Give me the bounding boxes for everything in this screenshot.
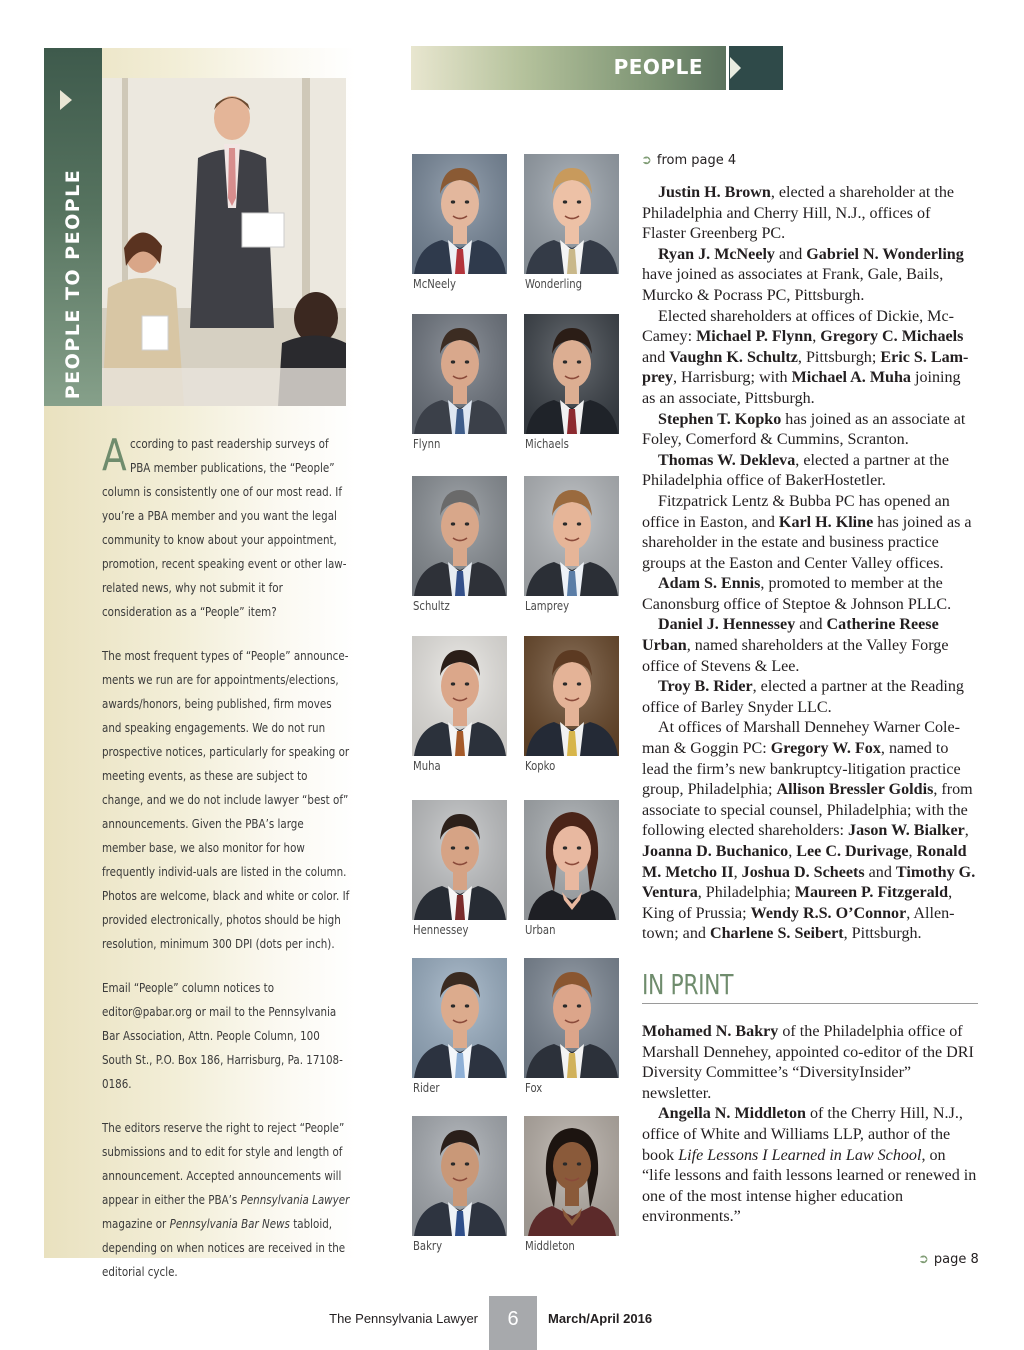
announcement: Adam S. Ennis, promoted to member at the Canonsburg office of Steptoe & Johnson PLLC. [642,575,952,613]
headshot-caption: Urban [525,923,556,937]
footer-publication: The Pennsylvania Lawyer [329,1311,478,1326]
in-print-heading [642,968,978,1004]
headshot-caption: Wonderling [525,277,583,291]
triangle-arrow-icon [730,57,741,79]
drop-cap: A [102,430,127,481]
headshot-photo [412,1116,507,1236]
continued-from [641,153,736,168]
guidelines-text: ccording to past readership surveys of PBA member publications, the “People” column is consistently one of our most read. If you’re a PBA member and you want the legal community to know about your appointment, promotion, recent speaking event or other law-related news, why not submit it for consideration as a “People” item? [102,436,347,619]
headshot-photo [412,476,507,596]
in-print-announcements [642,1022,978,1228]
headshot-caption: Muha [413,759,441,773]
people-announcements [642,183,978,945]
headshot-photo [524,314,619,434]
headshot-caption: Lamprey [525,599,570,613]
headshot-photo [524,636,619,756]
headshot-caption: McNeely [413,277,456,291]
announcement: Thomas W. Dekleva, elected a partner at the Philadelphia office of BakerHostetler. [642,451,949,490]
publication-name: Pennsylvania Lawyer [240,1192,350,1207]
headshot-photo [412,636,507,756]
curved-arrow-icon: ➲ [641,153,652,168]
announcement: Fitzpatrick Lentz & Bubba PC has opened an office in Easton, and Karl H. Kline has joined as a shareholder in the estate and business practice groups at the Easton and Center Valley offices. [642,492,972,572]
headshot-photo [412,314,507,434]
publication-name: Pennsylvania Bar News [169,1216,290,1231]
headshot-photo [524,476,619,596]
curved-arrow-icon: ➲ [918,1252,929,1267]
headshot-caption: Kopko [525,759,556,773]
headshot-caption: Hennessey [413,923,469,937]
triangle-arrow-icon [60,90,72,110]
guidelines-text: tabloid, depending on when notices are received in the editorial cycle. [102,1216,346,1279]
headshot-caption: Fox [525,1081,543,1095]
headshot-photo [412,154,507,274]
continued-from-label: from page 4 [656,153,737,168]
headshot-caption: Rider [413,1081,440,1095]
continued-on [918,1252,979,1267]
headshot-photo [524,958,619,1078]
footer-issue: March/April 2016 [548,1311,653,1326]
headshot-caption: Bakry [413,1239,443,1253]
announcement: Troy B. Rider, elected a partner at the Reading office of Barley Snyder LLC. [642,678,964,716]
submission-guidelines [102,432,350,1304]
headshot-photo [524,154,619,274]
page-number-box [489,1296,537,1350]
guidelines-paragraph [102,1116,350,1284]
announcement: Mohamed N. Bakry of the Philadelphia office of Marshall Dennehey, appointed co-editor of the DRI Diversity Committee’s “DiversityInsider” newsletter. [642,1023,974,1102]
page-number: 6 [507,1308,519,1330]
announcement: At offices of Marshall Dennehey Warner Cole-man & Goggin PC: Gregory W. Fox, named to lead the firm’s new bankruptcy-litigation practice group, Philadelphia; Allison Bressler Goldis, from associate to special counsel, Philadelphia; with the following elected shareholders: Jason W. Bialker, Joanna D. Buchanico, Lee C. Durivage, Ronald M. Metcho II, Joshua D. Scheets and Timothy G. Ventura, Philadelphia; Maureen P. Fitzgerald, King of Prussia; Wendy R.S. O’Connor, Allen-town; and Charlene S. Seibert, Pittsburgh. [642,719,976,943]
office-meeting-photo [102,78,346,406]
continued-on-label: page 8 [933,1252,979,1267]
section-tab-label: PEOPLE TO PEOPLE [62,168,84,400]
in-print-label: IN PRINT [642,968,734,1001]
headshot-caption: Middleton [525,1239,575,1253]
guidelines-text: The editors reserve the right to reject “People” submissions and to edit for style and length of announcement. Accepted announcements will appear in either the PBA’s [102,1120,345,1207]
guidelines-paragraph: Email “People” column notices to editor@pabar.org or mail to the Pennsylvania Bar Association, Attn. People Column, 100 South St., P.O. Box 186, Harrisburg, Pa. 17108-0186. [102,980,343,1091]
announcement: Justin H. Brown, elected a shareholder at the Philadelphia and Cherry Hill, N.J., offices of Flaster Greenberg PC. [642,184,955,243]
headshot-caption: Schultz [413,599,450,613]
guidelines-paragraph: The most frequent types of “People” announce-ments we run are for appointments/elections, awards/honors, being published, firm moves and speaking engagements. We do not run prospective notices, particularly for speaking or meeting events, as these are subject to change, and we do not include lawyer “best of” announcements. Given the PBA’s large member base, we also monitor for how frequently individ-uals are listed in the column. Photos are welcome, black and white or color. If provided electronically, photos should be high resolution, minimum 300 DPI (dots per inch). [102,648,350,951]
announcement: Ryan J. McNeely and Gabriel N. Wonderling have joined as associates at Frank, Gale, Bails, Murcko & Pocrass PC, Pittsburgh. [642,245,964,304]
section-title: PEOPLE [613,55,703,79]
guidelines-paragraph [102,432,350,624]
section-tab [44,48,102,406]
section-header [411,46,783,90]
headshot-photo [412,958,507,1078]
announcement: Elected shareholders at offices of Dickie, Mc-Camey: Michael P. Flynn, Gregory C. Michaels and Vaughn K. Schultz, Pittsburgh; Eric S. Lam-prey, Harrisburg; with Michael A. Muha joining as an associate, Pittsburgh. [642,307,969,407]
headshot-photo [524,800,619,920]
announcement: Daniel J. Hennessey and Catherine Reese Urban, named shareholders at the Valley Forge office of Stevens & Lee. [642,616,949,675]
headshot-caption: Flynn [413,437,441,451]
headshot-photo [412,800,507,920]
announcement: Angella N. Middleton of the Cherry Hill, N.J., office of White and Williams LLP, author of the book Life Lessons I Learned in Law School, on “life lessons and faith lessons learned or renewed in one of the most intense higher education environments.” [642,1105,977,1226]
banner-divider [726,46,729,90]
announcement: Stephen T. Kopko has joined as an associate at Foley, Comerford & Cummins, Scranton. [642,410,966,449]
guidelines-text: magazine or [102,1216,170,1231]
headshot-photo [524,1116,619,1236]
headshot-caption: Michaels [525,437,569,451]
